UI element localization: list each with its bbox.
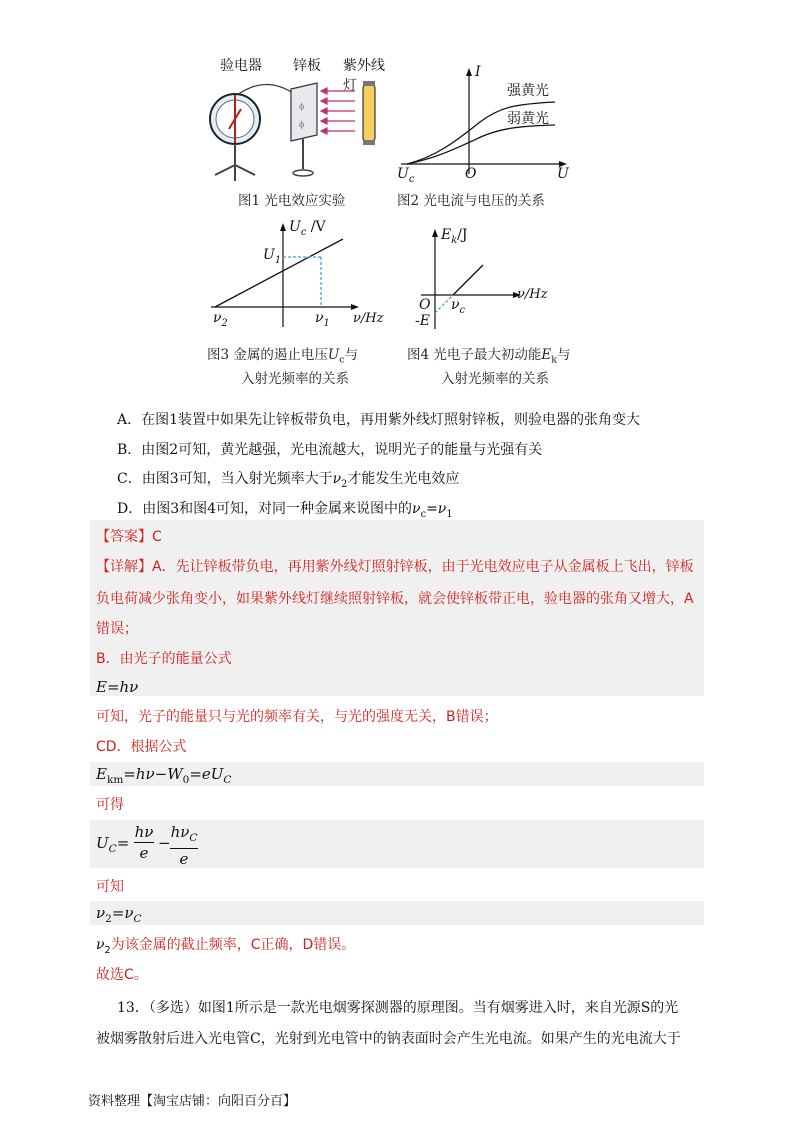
eq2-sub: km bbox=[106, 774, 124, 786]
fig3-v2-sub: 2 bbox=[221, 317, 228, 329]
final-text: 为该金属的截止频率，C正确，D错误。 bbox=[110, 937, 356, 953]
fig1-caption: 图1 光电效应实验 bbox=[238, 193, 346, 209]
eq2-tail: =eU bbox=[189, 765, 224, 783]
fig4-vc-main: ν bbox=[451, 297, 460, 313]
eq2-rest: =hν−W bbox=[123, 765, 183, 783]
fig4-neg-e: -E bbox=[415, 313, 430, 329]
eq3-num2 bbox=[170, 822, 198, 849]
figure-2 bbox=[395, 62, 585, 207]
fig3-u1-sub: 1 bbox=[274, 254, 282, 266]
fig1-label-zinc-plate: 锌板 bbox=[293, 58, 321, 74]
eq4-lhs-sub: 2 bbox=[105, 913, 112, 925]
fig3-v1-sub: 1 bbox=[323, 317, 330, 329]
fig3-v2 bbox=[213, 310, 228, 329]
footer-source: 资料整理【淘宝店铺：向阳百分百】 bbox=[88, 1094, 297, 1109]
eq4-rhs: =ν bbox=[111, 904, 134, 922]
fig3-v2-main: ν bbox=[213, 310, 222, 326]
detail-b-line: B．由光子的能量公式 bbox=[96, 651, 232, 667]
fig3-axis-x: ν/Hz bbox=[353, 311, 384, 326]
detail-line-1: 【详解】A．先让锌板带负电，再用紫外线灯照射锌板，由于光电效应电子从金属板上飞出，锌板 bbox=[96, 559, 694, 575]
fig4-caption-ek-sub: k bbox=[551, 354, 557, 366]
fig4-vc-sub: c bbox=[459, 304, 466, 316]
svg-text:ϕ: ϕ bbox=[299, 102, 305, 111]
fig4-vc bbox=[451, 297, 465, 316]
fig3-axis-uc-sub: c bbox=[300, 226, 307, 238]
detail-cd-line: CD．根据公式 bbox=[96, 739, 187, 755]
fig2-uc-main: U bbox=[397, 166, 409, 182]
eq3-den2: e bbox=[179, 850, 189, 868]
eq4-rhs-sub: C bbox=[133, 913, 142, 925]
eq3-num1: hν bbox=[134, 823, 154, 841]
question13-line1: 13．（多选）如图1所示是一款光电烟雾探测器的原理图。当有烟雾进入时，来自光源S的光 bbox=[117, 1000, 679, 1016]
fig4-origin: O bbox=[419, 297, 431, 313]
final-v: ν bbox=[96, 937, 105, 953]
question13-line2: 被烟雾散射后进入光电管C，光射到光电管中的钠表面时会产生光电流。如果产生的光电流大于 bbox=[96, 1031, 681, 1047]
fig4-caption-line2: 入射光频率的关系 bbox=[441, 371, 549, 387]
option-c-pre: C．由图3可知，当入射光频率大于 bbox=[117, 471, 333, 487]
option-d bbox=[117, 498, 453, 520]
fig4-caption-ek: E bbox=[541, 347, 552, 363]
fig2-label-strong: 强黄光 bbox=[507, 83, 549, 99]
fig4-axis-ek bbox=[441, 227, 468, 246]
detail-line-2: 负电荷减少张角变小，如果紫外线灯继续照射锌板，就会使锌板带正电，验电器的张角又增大，A bbox=[96, 591, 694, 607]
eq3-frac1 bbox=[134, 822, 154, 863]
option-d-sub: c bbox=[420, 508, 427, 520]
fig1-label-uv-lamp: 紫外线灯 bbox=[343, 58, 385, 94]
fig3-u1-main: U bbox=[263, 247, 275, 263]
eq3-num2-sub: C bbox=[189, 832, 198, 844]
equation-2 bbox=[96, 765, 231, 786]
eq3-lhs-main: U bbox=[96, 834, 109, 852]
eq3-num2-main: hν bbox=[170, 823, 190, 841]
eq4-lhs: ν bbox=[96, 904, 106, 922]
fig1-label-electroscope: 验电器 bbox=[220, 58, 262, 74]
detail-choice: 故选C。 bbox=[96, 967, 148, 983]
fig4-caption-suffix: 与 bbox=[556, 347, 571, 363]
figure-4 bbox=[405, 225, 605, 390]
fig4-axis-ek-main: E bbox=[441, 227, 452, 243]
option-a: A．在图1装置中如果先让锌板带负电，再用紫外线灯照射锌板，则验电器的张角变大 bbox=[117, 412, 641, 428]
detail-kezhi: 可知 bbox=[96, 879, 124, 895]
eq3-minus: − bbox=[158, 834, 171, 852]
eq3-frac2 bbox=[170, 822, 198, 869]
fig2-uc-sub: c bbox=[408, 173, 415, 185]
detail-kede: 可得 bbox=[96, 797, 124, 813]
fig2-axis-u: U bbox=[557, 166, 569, 182]
fig3-axis-uc-main: U bbox=[289, 219, 301, 235]
fig2-graph bbox=[395, 62, 585, 182]
option-c-v: ν bbox=[332, 471, 342, 487]
detail-final bbox=[96, 934, 355, 956]
fig2-caption: 图2 光电流与电压的关系 bbox=[397, 193, 545, 209]
fig3-caption-line2: 入射光频率的关系 bbox=[241, 371, 349, 387]
fig3-v1 bbox=[315, 310, 330, 329]
option-c-sub: 2 bbox=[341, 478, 348, 490]
fig3-u1 bbox=[263, 247, 281, 266]
eq2-w-sub: 0 bbox=[182, 774, 190, 786]
fig4-axis-x: ν/Hz bbox=[517, 287, 548, 302]
answer-background bbox=[90, 520, 704, 696]
option-d-mid: =ν bbox=[426, 501, 447, 517]
fig3-caption-uc-sub: c bbox=[339, 354, 345, 366]
fig3-caption-line1 bbox=[207, 343, 358, 366]
final-sub: 2 bbox=[104, 944, 111, 956]
option-d-pre: D．由图3和图4可知，对同一种金属来说图中的 bbox=[117, 501, 413, 517]
curve-weak-yellow bbox=[407, 125, 555, 164]
figure-1 bbox=[205, 55, 395, 209]
uv-rays bbox=[321, 88, 355, 134]
figure-3 bbox=[205, 215, 405, 390]
eq2-e: E bbox=[96, 765, 107, 783]
option-b: B．由图2可知，黄光越强，光电流越大，说明光子的能量与光强有关 bbox=[117, 442, 543, 458]
answer-label: 【答案】C bbox=[96, 529, 162, 545]
fig4-graph bbox=[405, 225, 605, 335]
eq3-equals: = bbox=[116, 834, 130, 852]
option-c bbox=[117, 468, 459, 490]
fig3-caption-suffix: 与 bbox=[344, 347, 359, 363]
zinc-plate bbox=[291, 83, 317, 141]
eq3-den1: e bbox=[139, 844, 149, 862]
fig2-uc bbox=[397, 166, 414, 185]
fig3-caption-uc: U bbox=[327, 347, 340, 363]
fig2-label-weak: 弱黄光 bbox=[507, 111, 549, 127]
fig3-axis-uc-unit: /V bbox=[306, 219, 326, 235]
fig3-v1-main: ν bbox=[315, 310, 324, 326]
eq2-tail-sub: C bbox=[223, 774, 232, 786]
fig4-caption-text: 图4 光电子最大初动能 bbox=[407, 347, 542, 363]
eq3-lhs-sub: C bbox=[108, 843, 117, 855]
fig1-apparatus-drawing bbox=[205, 73, 395, 185]
eq3-lhs bbox=[96, 834, 129, 855]
detail-line-3: 错误； bbox=[96, 621, 138, 637]
svg-text:ϕ: ϕ bbox=[299, 120, 305, 129]
fig4-line bbox=[453, 265, 483, 295]
fig4-caption-line1 bbox=[407, 343, 570, 366]
eq4-background bbox=[90, 901, 704, 925]
fig3-axis-uc bbox=[289, 219, 326, 238]
detail-b-conclusion: 可知，光子的能量只与光的频率有关，与光的强度无关，B错误； bbox=[96, 709, 498, 725]
option-d-v: ν bbox=[412, 501, 421, 517]
fig2-origin: O bbox=[465, 166, 477, 182]
fig4-axis-ek-unit: /J bbox=[457, 227, 468, 243]
option-c-post: 才能发生光电效应 bbox=[347, 471, 460, 487]
equation-4 bbox=[96, 904, 142, 925]
fig4-axis-ek-sub: k bbox=[451, 234, 458, 246]
option-d-sub2: 1 bbox=[446, 508, 453, 520]
fig3-caption-text: 图3 金属的遏止电压 bbox=[207, 347, 328, 363]
equation-1: E=hν bbox=[96, 678, 139, 696]
fig2-axis-i: I bbox=[475, 64, 481, 80]
uv-lamp bbox=[363, 85, 375, 141]
